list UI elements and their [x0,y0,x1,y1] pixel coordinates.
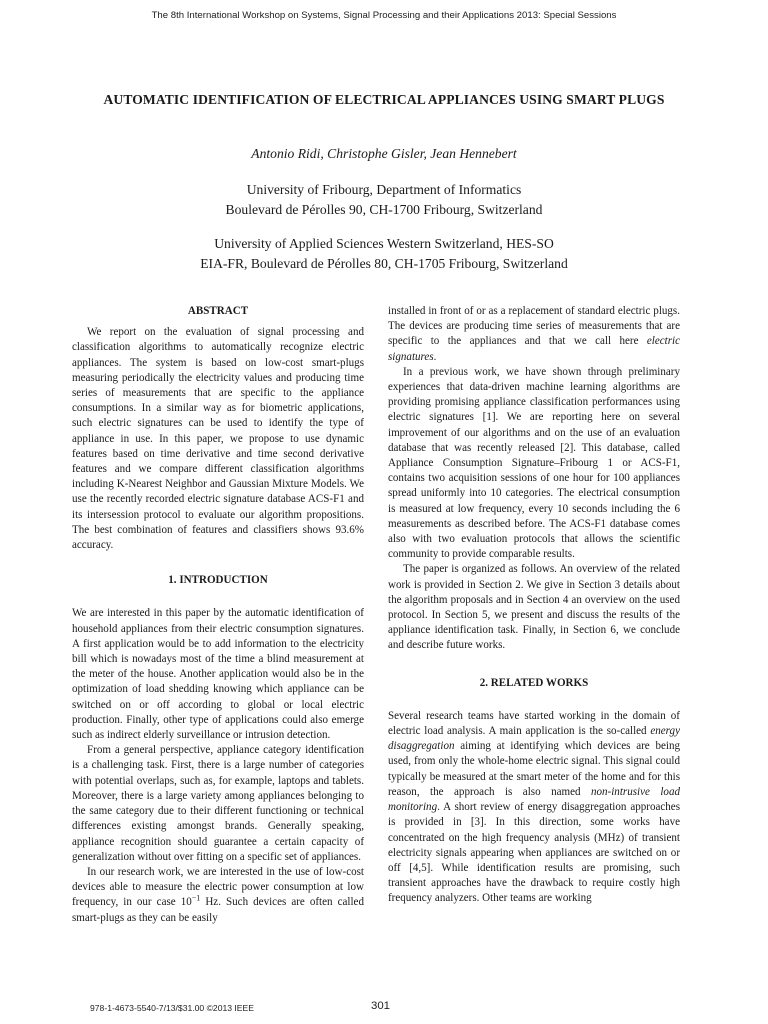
paper-title: AUTOMATIC IDENTIFICATION OF ELECTRICAL APPLIANCES USING SMART PLUGS [103,92,665,107]
paragraph-text: Hz. Such devices are often called smart-plugs as they can be easily [72,896,364,924]
affiliation-line: EIA-FR, Boulevard de Pérolles 80, CH-1705 Fribourg, Switzerland [200,255,568,271]
affiliation-hes-so [0,234,768,273]
introduction-paragraph: The paper is organized as follows. An overview of the related work is provided in Section 2. We give in Section 3 details about the algorithm proposals and in Section 4 an overview on the used protocol. In Section 5, we present and discuss the results of the appliance identification task. Finally, in Section 6, we conclude and describe future works. [388,563,680,652]
affiliation-fribourg [0,180,768,219]
introduction-paragraph: We are interested in this paper by the automatic identification of household appliances from their electric consumption signatures. A first application would be to add information to the electricity bill which is nowadays most of the time a blind measurement at the meter of the house. Another application would also be in the optimization of load shedding knowing which appliance can be switched on or off according to global or local electric production. Finally, other type of applications could also emerge such as indirect elderly surveillance or intrusion detection. [72,607,364,742]
introduction-paragraph [72,865,364,926]
affiliation-line: Boulevard de Pérolles 90, CH-1700 Fribourg, Switzerland [225,201,543,217]
abstract-text: We report on the evaluation of signal processing and classification algorithms to automatically recognize electric appliances. The system is based on low-cost smart-plugs measuring periodically the electricity values and producing time series of measurements that are specific to the appliance consumptions. In a similar way as for biometric applications, such electric signatures can be used to identify the type of appliance in use. In this paper, we propose to use dynamic features based on time derivative and time second derivative features and we compare different classification algorithms including K-Nearest Neighbor and Gaussian Mixture Models. We use the recently recorded electric signature database ACS-F1 and its intersession protocol to evaluate our algorithm propositions. The best combination of features and classifiers shows 93.6% accuracy. [72,326,364,552]
paragraph-text: Several research teams have started working in the domain of electric load analysis. A main application is the so-called [388,709,680,738]
paragraph-text: aiming at identifying which devices are being used, from only the whole-home electric signal. This signal could typically be measured at the smart meter of the home and for this reason, the approach is also named [388,740,680,798]
footer-isbn: 978-1-4673-5540-7/13/$31.00 ©2013 IEEE [90,1003,255,1013]
paragraph-text: installed in front of or as a replacement of standard electric plugs. The devices are producing time series of measurements that are specific to the appliances and that we call here [388,305,680,348]
paragraph-text: . [433,350,437,363]
running-header: The 8th International Workshop on Systems, Signal Processing and their Applications 2013: Special Sessions [151,10,617,21]
introduction-paragraph: In a previous work, we have shown through preliminary experiences that data-driven machine learning algorithms are providing promising appliance classification performances using electric signatures [1]. We are reporting here on several improvement of our algorithms and on the use of an evaluation database that was recently released [2]. This database, called Appliance Consumption Signature–Fribourg 1 or ACS-F1, contains two acquisition sessions of one hour for 100 appliances spread uniformly into 10 categories. The electrical consumption is measured at low frequency, every 10 seconds including the 6 measurements as described before. The ACS-F1 database comes also with two evaluation protocols that allows the scientific community to provide comparable results. [388,365,680,561]
affiliation-line: University of Applied Sciences Western Switzerland, HES-SO [214,236,554,251]
paragraph-text: . A short review of energy disaggregation approaches is provided in [3]. In this direction, some works have concentrated on the high frequency analysis (MHz) of transient electricity signals appearing when appliances are switched on or off [4,5]. While identification results are promising, such transient approaches have the drawback to require costly high frequency analyzers. Other teams are working [388,801,680,905]
page-number: 301 [371,1000,391,1012]
affiliation-line: University of Fribourg, Department of Informatics [246,182,522,197]
related-works-paragraph [388,709,680,907]
right-column [388,304,680,907]
paper-authors: Antonio Ridi, Christophe Gisler, Jean Hennebert [251,146,517,161]
introduction-paragraph: From a general perspective, appliance category identification is a challenging task. First, there is a large number of categories with potential overlaps, such as, for example, laptops and tablets. Moreover, there is a large variety among appliances belonging to the same category due to their different functioning or technical differences existing amongst brands. Generally speaking, appliance recognition should guarantee a certain capacity of generalization without over fitting on a specific set of appliances. [72,744,364,863]
related-works-heading: 2. RELATED WORKS [479,676,589,689]
introduction-paragraph [388,304,680,365]
left-column [72,304,364,926]
emphasis-text: electric signatures [388,335,680,363]
emphasis-text: energy disaggregation [388,725,680,753]
abstract-heading: ABSTRACT [187,305,249,317]
emphasis-text: non-intrusive load monitoring [388,785,680,814]
exponent: −1 [191,893,201,903]
paragraph-text: In our research work, we are interested in the use of low-cost devices able to measure the electric power consumption at low frequency, in our case 10 [72,865,364,909]
introduction-heading: 1. INTRODUCTION [168,574,268,587]
